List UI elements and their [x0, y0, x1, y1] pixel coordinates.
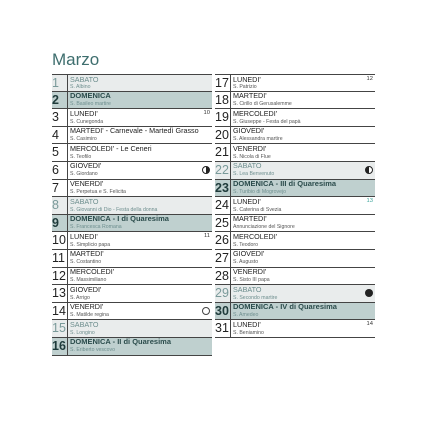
saint-name: S. Sisto III papa: [233, 276, 270, 283]
divider: [230, 197, 231, 214]
divider: [230, 75, 231, 91]
day-name: SABATO: [70, 196, 99, 206]
divider: [230, 109, 231, 126]
saint-name: S. Costantino: [70, 259, 102, 266]
day-name: VENERDI': [70, 302, 104, 312]
day-number: 19: [215, 110, 229, 125]
day-number: 23: [215, 180, 229, 195]
saint-name: S. Giovanni di Dio - Festa della donna: [70, 206, 158, 213]
day-name: SABATO: [70, 74, 99, 84]
day-number: 8: [52, 198, 59, 213]
divider: [230, 180, 231, 197]
saint-name: Annunciazione del Signore: [233, 224, 295, 231]
saint-name: S. Basileo martire: [70, 100, 111, 107]
day-name: MERCOLEDI' - Le Ceneri: [70, 143, 152, 153]
divider: [67, 215, 68, 232]
day-row: [52, 215, 212, 233]
divider: [67, 250, 68, 267]
month-title: Marzo: [52, 50, 100, 69]
day-number: 25: [215, 215, 229, 230]
day-row: [215, 162, 375, 180]
saint-name: S. Teofilo: [70, 153, 92, 160]
saint-name: S. Cirillo di Gerusalemme: [233, 100, 292, 107]
day-name: SABATO: [233, 284, 262, 294]
day-name: DOMENICA - III di Quaresima: [233, 179, 337, 189]
day-name: VENERDI': [70, 179, 104, 189]
divider: [230, 92, 231, 109]
day-row: [52, 338, 212, 356]
saint-name: S. Massimiliano: [70, 276, 107, 283]
day-number: 10: [52, 233, 66, 248]
divider: [230, 144, 231, 161]
day-row: [52, 285, 212, 303]
left-column: [52, 74, 212, 356]
saint-name: S. Beniamino: [233, 329, 264, 336]
day-row: [215, 144, 375, 162]
week-number: 11: [203, 232, 210, 239]
full-moon-icon: [202, 307, 210, 315]
first-quarter-moon-icon: [202, 166, 210, 174]
day-row: [215, 74, 375, 92]
day-number: 1: [52, 76, 59, 90]
day-number: 3: [52, 110, 59, 125]
week-number: 14: [366, 320, 373, 327]
day-number: 7: [52, 180, 59, 195]
day-name: MARTEDI': [233, 91, 267, 101]
day-number: 21: [215, 145, 229, 160]
divider: [230, 285, 231, 302]
day-name: LUNEDI': [70, 108, 98, 118]
saint-name: S. Cunegonda: [70, 118, 104, 125]
divider: [67, 285, 68, 302]
day-row: [215, 127, 375, 145]
day-name: MARTEDI': [233, 214, 267, 224]
day-name: GIOVEDI': [233, 126, 265, 136]
day-list-right: [215, 74, 375, 338]
day-number: 14: [52, 303, 66, 318]
day-row: [215, 92, 375, 110]
week-number: 12: [366, 75, 373, 82]
saint-name: S. Eriberto vescovo: [70, 347, 115, 354]
day-number: 27: [215, 250, 229, 265]
day-row: [215, 215, 375, 233]
day-name: MERCOLEDI': [70, 267, 115, 277]
day-number: 30: [215, 303, 229, 318]
saint-name: S. Turibio di Mogrovejo: [233, 188, 287, 195]
day-name: LUNEDI': [233, 74, 261, 84]
day-list-left: [52, 74, 212, 356]
day-name: LUNEDI': [233, 196, 261, 206]
divider: [67, 144, 68, 161]
day-name: GIOVEDI': [70, 284, 102, 294]
divider: [230, 250, 231, 267]
day-row: [215, 303, 375, 321]
saint-name: S. Amedeo: [233, 312, 259, 319]
day-row: [52, 320, 212, 338]
day-name: DOMENICA - IV di Quaresima: [233, 302, 337, 312]
day-number: 26: [215, 233, 229, 248]
saint-name: S. Simplicio papa: [70, 241, 111, 248]
day-row: [52, 144, 212, 162]
day-name: GIOVEDI': [233, 249, 265, 259]
divider: [230, 303, 231, 320]
saint-name: S. Giordano: [70, 171, 98, 178]
day-row: [52, 127, 212, 145]
saint-name: S. Arrigo: [70, 294, 90, 301]
day-name: DOMENICA - I di Quaresima: [70, 214, 169, 224]
day-row: [52, 197, 212, 215]
day-name: MARTEDI' - Carnevale - Martedì Grasso: [70, 126, 199, 136]
day-name: DOMENICA: [70, 91, 111, 101]
day-number: 5: [52, 145, 59, 160]
day-row: [215, 232, 375, 250]
saint-name: S. Teodoro: [233, 241, 258, 248]
saint-name: S. Lea Benvenuto: [233, 171, 275, 178]
day-number: 11: [52, 250, 65, 265]
divider: [67, 268, 68, 285]
divider: [67, 232, 68, 249]
saint-name: S. Longino: [70, 329, 95, 336]
day-row: [215, 197, 375, 215]
day-number: 31: [215, 321, 229, 336]
saint-name: S. Perpetua e S. Felicita: [70, 188, 126, 195]
week-number: 13: [366, 197, 373, 204]
saint-name: S. Caterina di Svezia: [233, 206, 282, 213]
day-name: GIOVEDI': [70, 161, 102, 171]
week-number: 10: [203, 109, 210, 116]
day-number: 17: [215, 76, 229, 90]
saint-name: S. Secondo martire: [233, 294, 278, 301]
day-row: [215, 285, 375, 303]
last-quarter-moon-icon: [365, 166, 373, 174]
day-name: MARTEDI': [70, 249, 104, 259]
day-row: [215, 109, 375, 127]
day-number: 16: [52, 338, 66, 353]
day-row: [52, 109, 212, 127]
day-row: [215, 180, 375, 198]
day-name: VENERDI': [233, 143, 267, 153]
divider: [67, 320, 68, 337]
day-name: MERCOLEDI': [233, 108, 278, 118]
day-row: [52, 232, 212, 250]
day-number: 4: [52, 127, 59, 142]
divider: [67, 197, 68, 214]
day-number: 6: [52, 162, 59, 177]
day-name: MERCOLEDI': [233, 231, 278, 241]
saint-name: S. Casimiro: [70, 136, 97, 143]
day-number: 24: [215, 198, 229, 213]
saint-name: S. Nicola di Flue: [233, 153, 271, 160]
day-row: [52, 162, 212, 180]
day-row: [215, 268, 375, 286]
day-number: 13: [52, 286, 66, 301]
day-row: [52, 74, 212, 92]
divider: [67, 109, 68, 126]
divider: [67, 338, 68, 355]
day-number: 28: [215, 268, 229, 283]
day-name: DOMENICA - II di Quaresima: [70, 337, 171, 347]
divider: [230, 162, 231, 179]
divider: [67, 92, 68, 109]
saint-name: S. Patrizio: [233, 84, 257, 91]
saint-name: S. Albino: [70, 84, 91, 91]
day-number: 20: [215, 127, 229, 142]
day-row: [52, 92, 212, 110]
divider: [67, 303, 68, 320]
saint-name: S. Augusto: [233, 259, 259, 266]
day-row: [215, 250, 375, 268]
divider: [230, 215, 231, 232]
divider: [230, 232, 231, 249]
day-name: SABATO: [70, 319, 99, 329]
new-moon-icon: [365, 289, 373, 297]
day-number: 2: [52, 92, 59, 107]
divider: [230, 268, 231, 285]
day-row: [215, 320, 375, 338]
saint-name: S. Giuseppe - Festa del papà: [233, 118, 301, 125]
saint-name: S. Alessandra martire: [233, 136, 283, 143]
day-number: 18: [215, 92, 229, 107]
saint-name: S. Francesca Romana: [70, 224, 122, 231]
right-column: [215, 74, 375, 338]
saint-name: S. Matilde regina: [70, 312, 109, 319]
divider: [67, 127, 68, 144]
day-number: 9: [52, 215, 59, 230]
day-number: 29: [215, 286, 229, 301]
divider: [67, 162, 68, 179]
day-name: LUNEDI': [233, 319, 261, 329]
divider: [230, 320, 231, 337]
day-row: [52, 180, 212, 198]
day-row: [52, 303, 212, 321]
day-row: [52, 250, 212, 268]
divider: [230, 127, 231, 144]
day-number: 12: [52, 268, 66, 283]
day-name: SABATO: [233, 161, 262, 171]
day-number: 15: [52, 321, 66, 336]
day-name: VENERDI': [233, 267, 267, 277]
divider: [67, 75, 68, 91]
day-name: LUNEDI': [70, 231, 98, 241]
day-row: [52, 268, 212, 286]
day-number: 22: [215, 162, 229, 177]
divider: [67, 180, 68, 197]
